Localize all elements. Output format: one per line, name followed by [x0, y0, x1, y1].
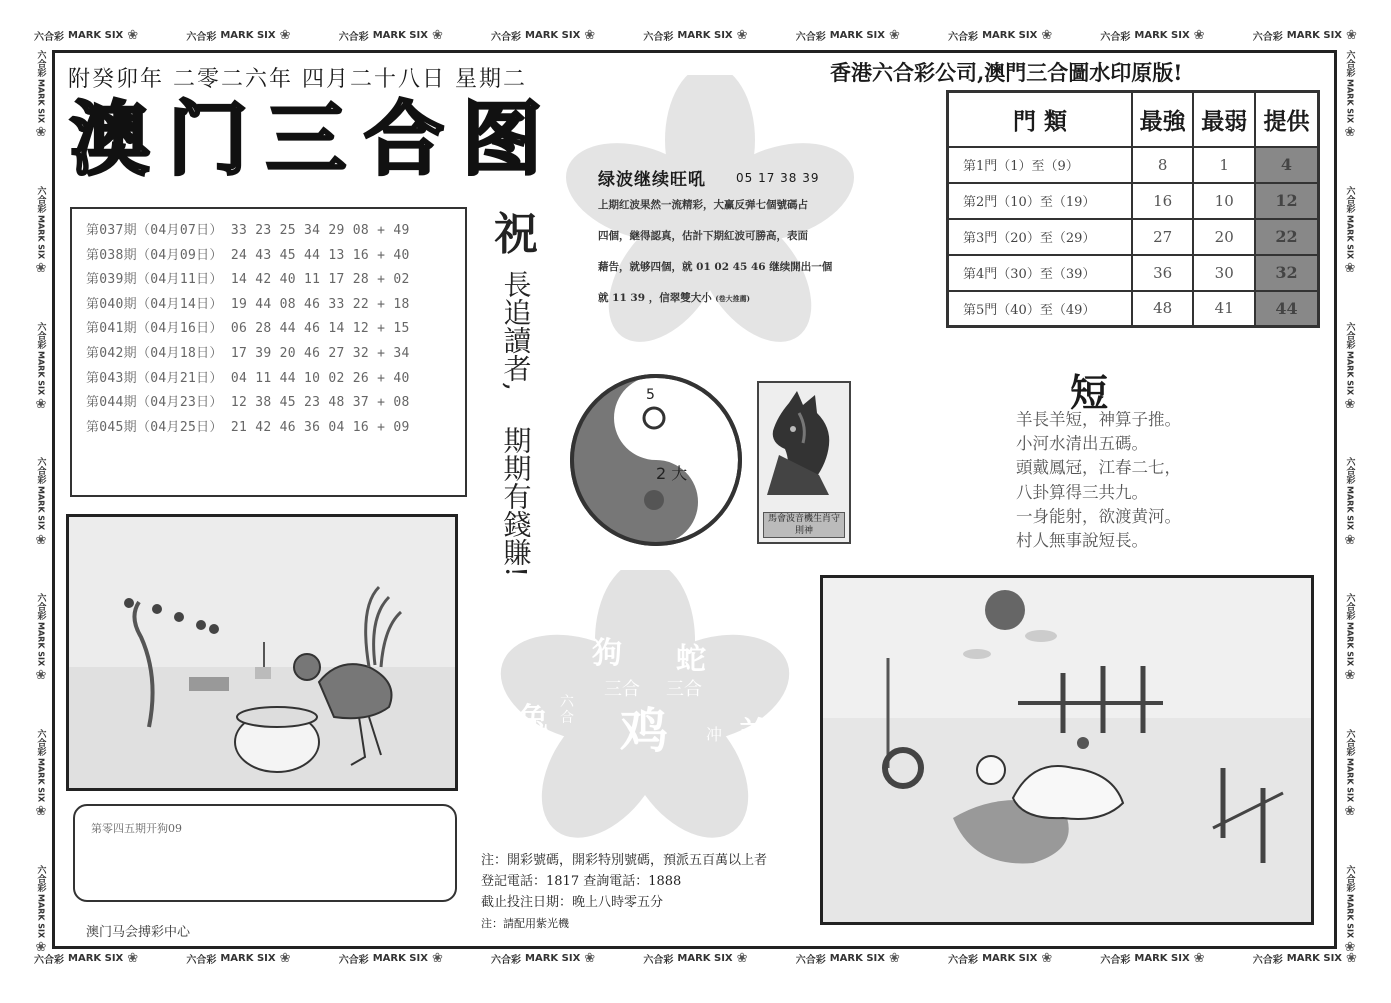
horse-image	[757, 381, 851, 544]
border-logo-text: 六合彩	[948, 31, 979, 43]
poem-title: 短	[1070, 370, 1109, 415]
border-logo-text: 六合彩	[643, 31, 674, 43]
provide-value: 32	[1255, 255, 1319, 291]
horse-caption: 馬會波音機生肖守則神	[763, 512, 845, 538]
table-row	[948, 291, 1319, 327]
table-row	[948, 219, 1319, 255]
tip-title: 绿波继续旺吼	[598, 170, 706, 190]
flower-icon: ❀	[35, 668, 47, 684]
border-brand-item	[1344, 729, 1357, 819]
border-brand-item	[1344, 457, 1357, 547]
top-border-band	[34, 24, 1357, 46]
border-brand-item	[35, 457, 48, 547]
border-brand-text: MARK SIX	[1286, 952, 1343, 964]
vertical-blessing	[486, 205, 546, 597]
border-brand-item	[948, 951, 1052, 966]
top-right-slogan: 香港六合彩公司,澳門三合圖水印原版!	[830, 60, 1183, 85]
border-logo-text: 六合彩	[1344, 864, 1355, 892]
taichi-number: 5	[646, 387, 655, 403]
history-row: 第042期（04月18日） 17 39 20 46 27 32 + 34	[86, 345, 410, 361]
border-brand-text: MARK SIX	[36, 350, 46, 395]
border-logo-text: 六合彩	[948, 954, 979, 966]
history-row: 第038期（04月09日） 24 43 45 44 13 16 + 40	[86, 247, 410, 263]
border-brand-item	[339, 28, 443, 43]
flower-icon: ❀	[35, 125, 47, 141]
border-brand-text: MARK SIX	[525, 952, 581, 964]
flower-icon: ❀	[1344, 125, 1356, 141]
flower-icon: ❀	[584, 27, 596, 43]
flower-icon: ❀	[888, 27, 900, 43]
border-brand-text: MARK SIX	[36, 214, 46, 259]
border-logo-text: 六合彩	[186, 954, 217, 966]
history-row: 第037期（04月07日） 33 23 25 34 29 08 + 49	[86, 223, 410, 238]
col-header: 最強	[1132, 92, 1194, 147]
zodiac-rooster: 鸡	[620, 703, 669, 759]
border-brand-text: MARK SIX	[829, 952, 885, 964]
border-brand-text: MARK SIX	[1345, 214, 1355, 259]
tip-line: 四個，継得認真，估計下期紅波可勝高，表面	[598, 230, 808, 242]
liuhe-label: 六合	[560, 694, 574, 726]
border-logo-text: 六合彩	[35, 185, 46, 213]
zodiac-snake: 蛇	[676, 642, 706, 677]
flower-icon: ❀	[431, 27, 443, 43]
yin-yang-icon	[568, 372, 744, 548]
border-logo-text: 六合彩	[338, 31, 369, 43]
border-logo-text: 六合彩	[35, 50, 46, 77]
border-logo-text: 六合彩	[1344, 185, 1355, 213]
zodiac-rabbit: 兔	[518, 702, 548, 737]
border-brand-item	[1344, 322, 1357, 412]
border-logo-text: 六合彩	[186, 31, 217, 43]
poem-text	[1016, 408, 1181, 553]
border-brand-item	[1344, 50, 1357, 140]
tip-header	[598, 165, 868, 190]
field-illustration	[823, 578, 1311, 922]
flower-icon: ❀	[1344, 532, 1356, 548]
border-logo-text: 六合彩	[795, 31, 826, 43]
tip-line: 上期红波果然一流精彩，大赢反弹七個號碼占	[598, 199, 808, 211]
border-brand-text: MARK SIX	[1345, 350, 1355, 395]
tip-line: 藉告，就够四個，就 01 02 45 46 继续開出一個	[598, 261, 833, 273]
provide-value: 12	[1255, 183, 1319, 219]
sanhe-right: 三合	[666, 679, 702, 700]
weak-value: 30	[1193, 255, 1255, 291]
border-logo-text: 六合彩	[338, 954, 369, 966]
border-brand-text: MARK SIX	[1345, 486, 1355, 531]
border-logo-text: 六合彩	[35, 864, 46, 892]
blessing-line-1: 長追讀者,	[499, 269, 533, 391]
flower-icon: ❀	[736, 950, 748, 966]
footer-note-line: 注：開彩號碼，開彩特別號碼，預派五百萬以上者	[481, 853, 768, 868]
border-logo-text: 六合彩	[1344, 321, 1355, 349]
door-label: 第5門（40）至（49）	[948, 291, 1132, 327]
border-brand-item	[35, 186, 48, 276]
chong-label: 冲	[706, 725, 723, 744]
border-brand-text: MARK SIX	[829, 29, 885, 41]
history-row: 第041期（04月16日） 06 28 44 46 14 12 + 15	[86, 321, 410, 337]
sanhe-left: 三合	[604, 679, 640, 700]
border-brand-text: MARK SIX	[1345, 893, 1355, 938]
center-tip-block	[598, 165, 868, 314]
border-logo-text: 六合彩	[1344, 593, 1355, 621]
flower-icon: ❀	[1344, 668, 1356, 684]
flower-icon: ❀	[1041, 950, 1053, 966]
rooster-picture	[66, 514, 458, 791]
border-brand-text: MARK SIX	[1345, 79, 1355, 124]
border-brand-item	[796, 28, 900, 43]
flower-icon: ❀	[35, 261, 47, 276]
border-logo-text: 六合彩	[1252, 31, 1283, 43]
door-label: 第1門（1）至（9）	[948, 147, 1132, 183]
table-row	[948, 255, 1319, 291]
border-logo-text: 六合彩	[1252, 954, 1283, 966]
rooster-illustration	[69, 517, 455, 788]
border-brand-text: MARK SIX	[220, 952, 276, 964]
door-label: 第2門（10）至（19）	[948, 183, 1132, 219]
strong-value: 36	[1132, 255, 1194, 291]
poem-line: 小河水清出五碼。	[1016, 434, 1148, 454]
border-brand-text: MARK SIX	[1345, 622, 1355, 667]
border-brand-item	[35, 729, 48, 819]
flower-icon: ❀	[1346, 27, 1357, 43]
table-header-row	[948, 92, 1319, 147]
flower-icon: ❀	[1041, 27, 1053, 43]
border-brand-item	[1100, 951, 1204, 966]
poem-line: 村人無事說短長。	[1016, 531, 1148, 551]
border-logo-text: 六合彩	[35, 728, 46, 756]
flower-icon: ❀	[35, 396, 47, 412]
flower-icon: ❀	[431, 950, 443, 966]
border-logo-text: 六合彩	[35, 593, 46, 621]
blessing-line-2: 期期有錢賺!	[499, 426, 533, 578]
table-row	[948, 147, 1319, 183]
tip-line-text: 就 11 39 ，信翠雙大小	[598, 292, 712, 304]
provide-value: 22	[1255, 219, 1319, 255]
history-row: 第045期（04月25日） 21 42 46 36 04 16 + 09	[86, 419, 410, 435]
footer-note-line: 截止投注日期：晚上八時零五分	[481, 895, 664, 910]
weak-value: 20	[1193, 219, 1255, 255]
border-brand-item	[1253, 28, 1357, 43]
footer-organization: 澳门马会搏彩中心	[86, 925, 191, 940]
weak-value: 10	[1193, 183, 1255, 219]
border-logo-text: 六合彩	[643, 954, 674, 966]
border-brand-item	[1344, 865, 1357, 955]
poem-line: 八卦算得三共九。	[1016, 482, 1148, 502]
flower-icon: ❀	[35, 532, 47, 548]
border-brand-text: MARK SIX	[68, 952, 124, 964]
history-row: 第040期（04月14日） 19 44 08 46 33 22 + 18	[86, 296, 410, 312]
weak-value: 1	[1193, 147, 1255, 183]
border-brand-text: MARK SIX	[372, 952, 428, 964]
footer-small-note: 注：請配用紫光機	[481, 917, 569, 930]
flower-icon: ❀	[1344, 939, 1356, 955]
blessing-first-char: 祝	[494, 209, 538, 260]
history-row: 第043期（04月21日） 04 11 44 10 02 26 + 40	[86, 370, 410, 386]
history-row: 第039期（04月11日） 14 42 40 11 17 28 + 02	[86, 272, 410, 288]
col-header: 門 類	[948, 92, 1132, 147]
door-label: 第4門（30）至（39）	[948, 255, 1132, 291]
footer-notes	[481, 850, 767, 934]
left-border-band	[30, 50, 52, 955]
zodiac-dog: 狗	[592, 636, 622, 671]
draw-history-box	[70, 207, 467, 497]
tip-numbers: 05 17 38 39	[736, 170, 820, 185]
border-brand-item	[35, 322, 48, 412]
provide-value: 4	[1255, 147, 1319, 183]
flower-icon: ❀	[736, 27, 748, 43]
strong-value: 27	[1132, 219, 1194, 255]
provide-value: 44	[1255, 291, 1319, 327]
table-row	[948, 183, 1319, 219]
border-brand-text: MARK SIX	[36, 486, 46, 531]
border-brand-text: MARK SIX	[677, 29, 733, 41]
border-logo-text: 六合彩	[35, 457, 46, 485]
border-brand-text: MARK SIX	[982, 29, 1038, 41]
border-brand-text: MARK SIX	[220, 29, 276, 41]
flower-icon: ❀	[1193, 27, 1205, 43]
border-brand-text: MARK SIX	[1134, 29, 1190, 41]
flower-icon: ❀	[1193, 950, 1205, 966]
border-brand-item	[948, 28, 1052, 43]
border-brand-item	[1344, 186, 1357, 276]
border-logo-text: 六合彩	[34, 31, 64, 43]
flower-icon: ❀	[279, 27, 291, 43]
poem-line: 羊長羊短，神算子推。	[1016, 410, 1181, 429]
border-brand-item	[34, 28, 138, 43]
border-brand-item	[35, 50, 48, 140]
border-brand-item	[491, 951, 595, 966]
border-brand-text: MARK SIX	[525, 29, 581, 41]
field-picture	[820, 575, 1314, 925]
border-brand-item	[339, 951, 443, 966]
weak-value: 41	[1193, 291, 1255, 327]
border-logo-text: 六合彩	[34, 954, 64, 966]
border-logo-text: 六合彩	[1100, 31, 1131, 43]
border-logo-text: 六合彩	[1100, 954, 1131, 966]
border-brand-text: MARK SIX	[1286, 29, 1343, 41]
border-brand-text: MARK SIX	[36, 79, 46, 124]
border-brand-item	[186, 28, 290, 43]
horse-head-icon	[759, 383, 849, 508]
border-brand-text: MARK SIX	[36, 622, 46, 667]
strong-value: 16	[1132, 183, 1194, 219]
flower-icon: ❀	[127, 27, 139, 43]
border-logo-text: 六合彩	[795, 954, 826, 966]
poem-line: 一身能射，欲渡黄河。	[1016, 506, 1181, 526]
flower-icon: ❀	[35, 939, 47, 955]
border-logo-text: 六合彩	[491, 31, 522, 43]
border-brand-text: MARK SIX	[68, 29, 124, 41]
border-logo-text: 六合彩	[1344, 457, 1355, 485]
border-brand-item	[796, 951, 900, 966]
right-border-band	[1339, 50, 1361, 955]
footer-note-line: 登記電話：1817 查詢電話：1888	[481, 874, 682, 889]
border-brand-item	[1344, 593, 1357, 683]
flower-icon: ❀	[127, 950, 139, 966]
col-header: 提供	[1255, 92, 1319, 147]
border-brand-text: MARK SIX	[982, 952, 1038, 964]
flower-icon: ❀	[1346, 950, 1357, 966]
border-brand-item	[35, 593, 48, 683]
flower-icon: ❀	[888, 950, 900, 966]
border-logo-text: 六合彩	[1344, 728, 1355, 756]
border-brand-text: MARK SIX	[677, 952, 733, 964]
border-brand-item	[1100, 28, 1204, 43]
flower-icon: ❀	[1344, 396, 1356, 412]
border-logo-text: 六合彩	[35, 321, 46, 349]
border-brand-text: MARK SIX	[36, 893, 46, 938]
door-label: 第3門（20）至（29）	[948, 219, 1132, 255]
border-brand-item	[643, 28, 747, 43]
border-logo-text: 六合彩	[1344, 50, 1355, 77]
border-brand-text: MARK SIX	[1134, 952, 1190, 964]
strong-value: 8	[1132, 147, 1194, 183]
result-note-box	[73, 804, 457, 902]
poem-line: 頭戴鳳冠，江春二七，	[1016, 458, 1181, 478]
flower-icon: ❀	[1344, 804, 1356, 820]
taichi-text: 2 大	[656, 464, 688, 483]
border-brand-text: MARK SIX	[36, 757, 46, 803]
zodiac-sheep: 羊	[738, 716, 768, 751]
date-line: 附癸卯年 二零二六年 四月二十八日 星期二	[68, 67, 527, 92]
border-brand-item	[35, 865, 48, 955]
border-brand-item	[491, 28, 595, 43]
flower-icon: ❀	[1344, 261, 1356, 276]
tip-small-note: (卷大推薦)	[715, 294, 750, 303]
border-brand-text: MARK SIX	[1345, 757, 1355, 803]
strong-value: 48	[1132, 291, 1194, 327]
result-note-text: 第零四五期开狗09	[91, 822, 182, 835]
history-row: 第044期（04月23日） 12 38 45 23 48 37 + 08	[86, 395, 410, 411]
page-title: 澳门三合图	[70, 93, 560, 186]
border-brand-item	[643, 951, 747, 966]
flower-icon: ❀	[279, 950, 291, 966]
border-brand-item	[186, 951, 290, 966]
border-logo-text: 六合彩	[491, 954, 522, 966]
flower-icon: ❀	[35, 804, 47, 820]
col-header: 最弱	[1193, 92, 1255, 147]
door-stats-table	[946, 90, 1320, 328]
border-brand-text: MARK SIX	[372, 29, 428, 41]
bottom-border-band	[34, 947, 1357, 969]
flower-icon: ❀	[584, 950, 596, 966]
tip-line	[598, 283, 868, 314]
